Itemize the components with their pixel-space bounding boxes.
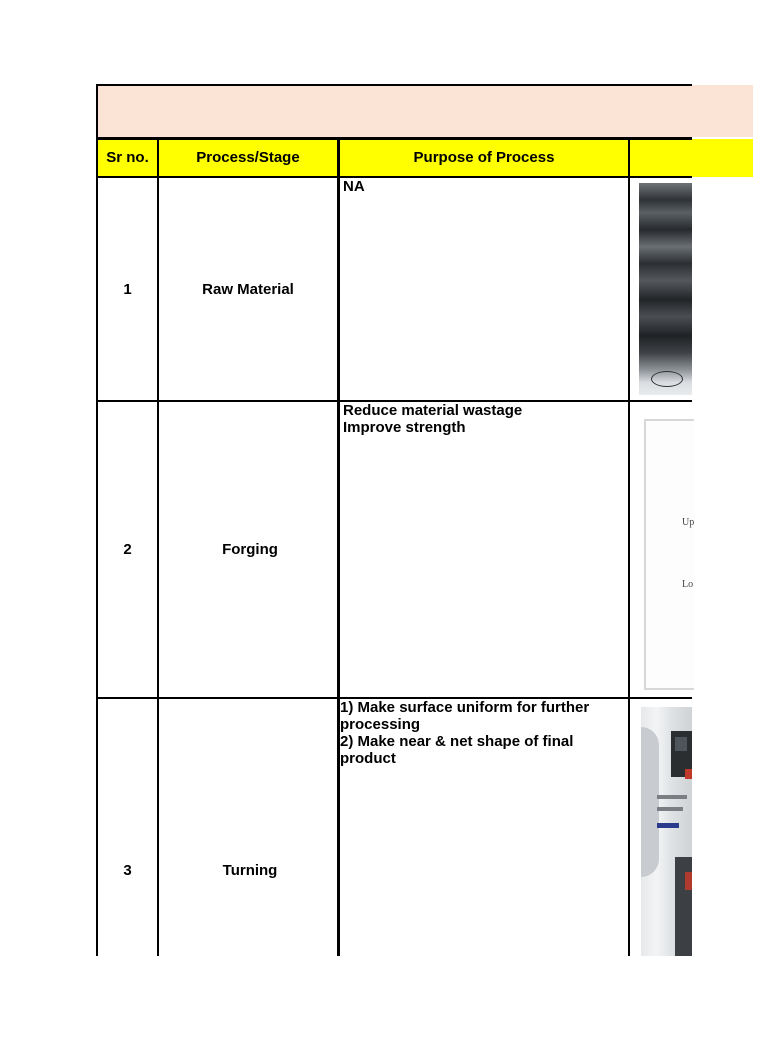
ellipse-mark: [651, 371, 683, 387]
header-process-stage: Process/Stage: [196, 149, 300, 166]
title-row: [97, 85, 753, 137]
turning-machine-photo: [641, 707, 692, 956]
machine-label: [657, 807, 683, 811]
steel-bars-photo: [639, 183, 692, 395]
machine-indicator: [685, 872, 692, 890]
row-2-purpose: [343, 402, 626, 697]
purpose-line: product: [340, 750, 396, 767]
purpose-line: Reduce material wastage: [343, 402, 523, 419]
drawing-label: Up: [682, 517, 694, 528]
row-1-process: Raw Material: [202, 280, 294, 298]
forging-drawing: [644, 419, 694, 690]
header-sr-no: Sr no.: [106, 149, 149, 166]
purpose-line: processing: [340, 716, 421, 733]
grid-line: [97, 84, 692, 86]
row-3-process: Turning: [222, 862, 278, 879]
row-1-purpose: [343, 178, 626, 400]
row-3-sr: 3: [123, 862, 132, 879]
machine-screen: [675, 737, 687, 751]
purpose-line: 2) Make near & net shape of final: [340, 733, 574, 750]
purpose-line: NA: [343, 178, 365, 195]
row-2-process: Forging: [222, 541, 278, 558]
header-purpose: Purpose of Process: [413, 149, 555, 166]
purpose-line: Improve strength: [343, 419, 466, 436]
machine-body: [641, 727, 659, 877]
purpose-line: 1) Make surface uniform for further: [340, 699, 590, 716]
page-cutoff: [0, 956, 768, 1024]
machine-label: [657, 795, 687, 799]
drawing-label: Lo: [682, 579, 694, 590]
machine-label: [657, 823, 679, 828]
row-2-sr: 2: [123, 541, 132, 558]
machine-indicator: [685, 769, 692, 779]
grid-line: [628, 138, 630, 956]
row-1-sr: 1: [123, 280, 132, 298]
